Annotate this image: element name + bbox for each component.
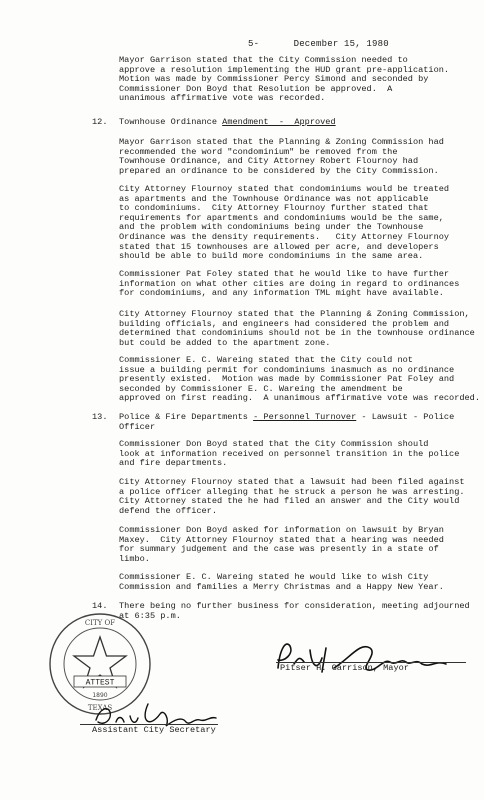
- item12-para-1: [119, 137, 444, 176]
- meeting-date: December 15, 1980: [293, 39, 389, 49]
- item14-para: [119, 601, 470, 621]
- text-line: information on what other cities are doing in regard to ordinances: [119, 278, 460, 289]
- text-line: as apartments and the Townhouse Ordinance was not applicable: [119, 193, 429, 204]
- text-line: building officials, and engineers had considered the problem and: [119, 318, 450, 329]
- item-title-suffix: - Lawsuit - Police: [356, 412, 455, 422]
- item-title: [119, 118, 336, 128]
- text-line: City Attorney Flournoy stated that a lawsuit had been filed against: [119, 477, 465, 487]
- text-line: Commissioner Don Boyd stated that the City Commission should: [119, 439, 429, 449]
- text-line: Mayor Garrison stated that the City Commission needed to: [119, 55, 408, 65]
- text-line: Commissioner Don Boyd asked for information on lawsuit by Bryan: [119, 525, 444, 535]
- text-line: and fire departments.: [119, 458, 228, 469]
- item-title-text: Police & Fire Departments: [119, 412, 254, 422]
- mayor-handwritten-signature: [260, 628, 470, 688]
- text-line: seconded by Commissioner E. C. Wareing the amendment be: [119, 383, 403, 394]
- text-line: determined that condominiums should not be in the townhouse ordinance: [119, 328, 475, 339]
- page-number: 5-: [248, 39, 260, 49]
- item-title-line2: Officer: [119, 422, 156, 432]
- text-line: approved on first reading. A unanimous affirmative vote was recorded.: [119, 393, 480, 404]
- text-line: There being no further business for consideration, meeting adjourned: [119, 601, 470, 611]
- text-line: for condominiums, and any information TML might have available.: [119, 288, 444, 299]
- text-line: Commissioner Pat Foley stated that he would like to have further: [119, 269, 450, 279]
- text-line: and the problem with condominiums being under the Townhouse: [119, 222, 424, 233]
- text-line: requirements for apartments and condominiums would be the same,: [119, 212, 444, 223]
- text-line: City Attorney Flournoy stated that the Planning & Zoning Commission,: [119, 309, 470, 319]
- text-line: to condominiums. City Attorney Flournoy further stated that: [119, 203, 429, 214]
- item12-para-4: [119, 309, 475, 348]
- text-line: Commission and families a Merry Christmas and a Happy New Year.: [119, 581, 444, 592]
- text-line: approve a resolution implementing the HUD grant pre-application.: [119, 64, 450, 75]
- text-line: look at information received on personnel transition in the police: [119, 448, 460, 459]
- mayor-name: Pitser H. Garrison, Mayor: [280, 663, 409, 673]
- text-line: Townhouse Ordinance, and City Attorney Robert Flournoy had: [119, 156, 419, 167]
- text-line: a police officer alleging that he struck a person he was arresting.: [119, 486, 465, 497]
- text-line: Maxey. City Attorney Flournoy stated that a hearing was needed: [119, 534, 444, 545]
- text-line: stated that 15 townhouses are allowed per acre, and developers: [119, 241, 439, 252]
- item12-para-3: [119, 269, 460, 299]
- text-line: Commissioner E. C. Wareing stated he would like to wish City: [119, 572, 429, 582]
- item-title-underlined: - Personnel Turnover: [253, 412, 357, 422]
- item-number: 13.: [92, 412, 108, 422]
- intro-paragraph: [119, 55, 450, 104]
- text-line: Mayor Garrison stated that the Planning & Zoning Commission had: [119, 137, 444, 147]
- text-line: at 6:35 p.m.: [119, 610, 181, 621]
- text-line: issue a building permit for condominiums inasmuch as no ordinance: [119, 364, 455, 375]
- text-line: should be able to build more condominiums in the same area.: [119, 251, 424, 262]
- page-header: [248, 40, 389, 50]
- text-line: Commissioner E. C. Wareing stated that the City could not: [119, 355, 413, 365]
- text-line: recommended the word "condominium" be removed from the: [119, 146, 398, 157]
- item-number: 12.: [92, 117, 108, 127]
- item12-para-2: [119, 184, 450, 262]
- text-line: Commissioner Don Boyd that Resolution be approved. A: [119, 83, 393, 94]
- seal-year: 1890: [92, 692, 108, 699]
- text-line: City Attorney Flournoy stated that condominiums would be treated: [119, 184, 450, 194]
- seal-attest: ATTEST: [85, 678, 115, 688]
- item13-para-1: [119, 439, 460, 469]
- text-line: Motion was made by Commissioner Percy Simond and seconded by: [119, 74, 429, 85]
- item-title-text: Townhouse Ordinance: [119, 117, 223, 127]
- text-line: unanimous affirmative vote was recorded.: [119, 93, 326, 104]
- text-line: Ordinance was the density requirements. City Attorney Flournoy: [119, 231, 450, 242]
- text-line: for summary judgement and the case was presently in a state of: [119, 544, 439, 555]
- item12-para-5: [119, 355, 480, 404]
- item-title-underlined: Amendment - Approved: [222, 117, 336, 127]
- text-line: defend the officer.: [119, 505, 217, 516]
- item13-para-3: [119, 525, 444, 564]
- item-title: [119, 413, 454, 423]
- seal-text-top: CITY OF: [84, 619, 116, 627]
- text-line: but could be added to the apartment zone.: [119, 337, 331, 348]
- item13-para-2: [119, 477, 465, 516]
- text-line: limbo.: [119, 553, 150, 564]
- text-line: prepared an ordinance to be considered by the City Commission.: [119, 165, 439, 176]
- item13-para-4: [119, 572, 444, 592]
- item-number: 14.: [92, 601, 108, 611]
- text-line: presently existed. Motion was made by Commissioner Pat Foley and: [119, 374, 455, 385]
- assistant-title: Assistant City Secretary: [92, 725, 216, 735]
- seal-text-bottom: TEXAS: [87, 704, 113, 712]
- text-line: City Attorney stated the he had filed an answer and the City would: [119, 496, 460, 507]
